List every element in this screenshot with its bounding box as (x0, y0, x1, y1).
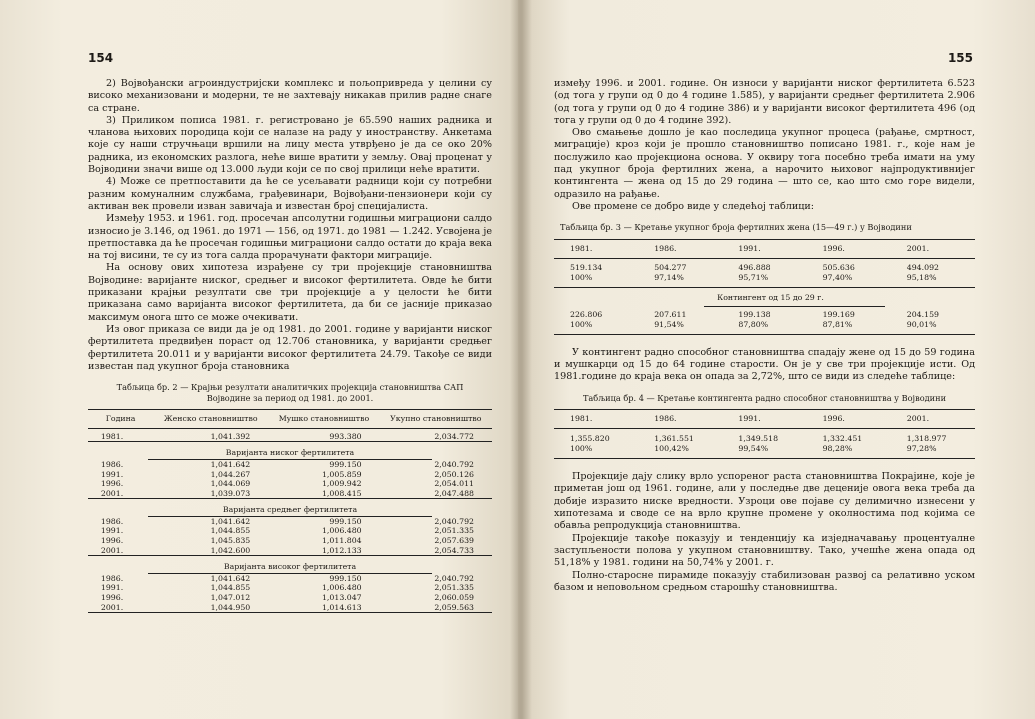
table-cell: 100% (554, 273, 638, 288)
table-cell: 99,54% (722, 444, 806, 459)
table-cell: 2,047.488 (434, 488, 474, 498)
table-cell: 2001. (100, 602, 124, 612)
table-3-header-row (554, 239, 975, 258)
table-row (88, 583, 492, 593)
paragraph: Пројекције такође показују и тенденцију ка изједначавању процентуалне заступљености полова у укупном становништву. Тако, учешће жена опада од 51,18% у 1981. години на 50,74% у 2001. г. (554, 532, 975, 569)
table-cell: 2,059.563 (434, 602, 474, 612)
table-header: 1981. (554, 410, 638, 429)
table-cell: 1991. (100, 526, 124, 536)
table-cell: 496.888 (738, 262, 771, 272)
paragraph: 4) Може се претпоставити да ће се усељавати радници који су потребни разним комуналним службама, грађевинари, Војвођани-пензионери који су активан век провели изван завичаја и известан број специјалиста. (88, 176, 492, 212)
table-cell: 97,28% (891, 444, 975, 459)
table-cell: 1,041.642 (210, 516, 251, 526)
table-2 (88, 409, 492, 614)
table-row (88, 536, 492, 546)
table-cell: 1986. (100, 516, 124, 526)
table-cell: 993.380 (329, 431, 362, 441)
table-cell: 2,050.126 (434, 469, 474, 479)
table-cell: 999.150 (329, 459, 362, 469)
table-cell: 1,361.551 (654, 434, 694, 444)
paragraph: 3) Приликом пописа 1981. г. регистровано је 65.590 наших радника и чланова њихових породица који се налазе на раду у иностранству. Анкетама које су наши стручњаци вршили на лицу места утврђено је да се око 20% радника, из економских разлога, неће више вратити у земљу. Овај проценат у Војводини значи више од 13.000 људи који се по свој прилици неће вратити. (88, 114, 492, 176)
table-cell: 1,041.642 (210, 459, 251, 469)
page-number-right: 155 (947, 51, 973, 65)
table-cell: 1,332.451 (822, 434, 863, 444)
table-row (88, 603, 492, 613)
table-cell: 100% (554, 320, 638, 335)
table-cell: 1991. (100, 469, 124, 479)
table-cell: 2,060.059 (434, 593, 474, 603)
table-header: 1996. (807, 410, 891, 429)
table-cell: 100,42% (638, 444, 722, 459)
table-cell: 100% (554, 444, 638, 459)
table-cell: 1,318.977 (906, 434, 947, 444)
table-cell: 1,044.950 (210, 602, 251, 612)
table-row (88, 460, 492, 470)
table-cell: 1,044.855 (210, 583, 251, 593)
paragraph: између 1996. и 2001. године. Он износи у варијанти ниског фертилитета 6.523 (од тога у групи од 0 до 4 године 1.585), у варијанти средњег фертилитета 2.906 (од тога у групи од 0 до 4 године 386) и у варијанти високог фертилитета 496 (од тога у групи од 0 до 4 године 392). (554, 78, 975, 126)
table-header: Мушко становништво (268, 410, 379, 429)
table-cell: 2,051.335 (434, 583, 474, 593)
table-row (88, 574, 492, 584)
table-row (554, 444, 975, 459)
table-cell: 1981. (100, 431, 124, 441)
table-cell: 1,008.415 (321, 488, 362, 498)
paragraph: Пројекције дају слику врло успореног раста становништва Покрајине, које је приметан још од 1961. године, али у последње две деценије овога века треба да добије изразито ниске вредности. Узроци ове појаве су делимично изнесени у хипотезама и своде се на врло крупне промене у околностима под којима се обавља репродукција становништва. (554, 471, 975, 532)
table-cell: 91,54% (638, 320, 722, 335)
table-4-header-row (554, 410, 975, 429)
table-cell: 207.611 (654, 309, 687, 319)
right-body-text-bottom (554, 471, 975, 594)
table-header: 2001. (891, 410, 975, 429)
table-row (88, 432, 492, 442)
table-cell: 2,054.733 (434, 545, 474, 555)
table-cell: 2,034.772 (434, 431, 474, 441)
table-cell: 2,057.639 (434, 536, 474, 546)
table-cell: 999.150 (329, 516, 362, 526)
table-header: 1991. (722, 410, 806, 429)
paragraph: На основу ових хипотеза израђене су три пројекције становништва Војводине: варијанте ниског, средњег и високог фертилитета. Овде ће бити приказани крајњи резултати све три пројекције а у целости ће бити приказана само варијанта високог фертилитета, да би се јасније приказао максимум онога што се може очекивати. (88, 262, 492, 323)
table-subheading: Контингент од 15 до 29 г. (717, 292, 824, 302)
table-cell: 1996. (100, 479, 124, 489)
left-body-text (88, 78, 492, 373)
table-cell: 1986. (100, 459, 124, 469)
table-3 (554, 239, 975, 335)
table-row (88, 546, 492, 556)
table-section-label: Варијанта високог фертилитета (223, 562, 357, 572)
table-cell: 97,14% (638, 273, 722, 288)
table-section-label: Варијанта ниског фертилитета (225, 448, 355, 458)
table-cell: 999.150 (329, 573, 362, 583)
table-cell: 97,40% (807, 273, 891, 288)
table-header: 2001. (891, 239, 975, 258)
table-cell: 1,009.942 (321, 479, 362, 489)
table-cell: 1,047.012 (210, 593, 251, 603)
table-header: Година (88, 410, 153, 429)
table-header: 1986. (638, 410, 722, 429)
table-section-label: Варијанта средњег фертилитета (222, 505, 358, 515)
table-cell: 98,28% (807, 444, 891, 459)
right-body-text-top (554, 78, 975, 213)
table-cell: 2,054.011 (434, 479, 474, 489)
table-cell: 2,040.792 (434, 459, 474, 469)
paragraph: Полно-старосне пирамиде показују стабилизован развој са релативно уском базом и неповољном средњом старошћу становништва. (554, 569, 975, 593)
table-row (88, 479, 492, 489)
table-2-header-row (88, 410, 492, 429)
table-cell: 1,044.069 (210, 479, 251, 489)
table-header: 1986. (638, 239, 722, 258)
table-header: 1981. (554, 239, 638, 258)
table-cell: 2001. (100, 545, 124, 555)
table-row (554, 310, 975, 320)
table-cell: 1,041.642 (210, 573, 251, 583)
table-cell: 226.806 (570, 309, 603, 319)
table-cell: 1,005.859 (321, 469, 362, 479)
table-row (88, 526, 492, 536)
right-page (518, 0, 1035, 719)
table-cell: 519.134 (570, 262, 603, 272)
table-4-caption: Табљица бр. 4 — Кретање контингента радно способног становништва у Војводини (582, 392, 947, 403)
table-cell: 1,006.480 (321, 526, 362, 536)
table-cell: 1,039.073 (210, 488, 251, 498)
table-cell: 2,040.792 (434, 516, 474, 526)
table-cell: 87,80% (722, 320, 806, 335)
page-number-left: 154 (88, 51, 114, 65)
paragraph: 2) Војвођански агроиндустријски комплекс и пољопривреда у целини су високо механизовани и модерни, те не захтевају никакав прилив радне снаге са стране. (88, 78, 492, 114)
table-row (554, 258, 975, 273)
table-row (554, 429, 975, 445)
table-cell: 1986. (100, 573, 124, 583)
table-row (88, 489, 492, 499)
table-cell: 199.169 (822, 309, 855, 319)
table-cell: 1996. (100, 536, 124, 546)
table-cell: 504.277 (654, 262, 687, 272)
table-cell: 1,044.267 (210, 469, 251, 479)
table-cell: 87,81% (807, 320, 891, 335)
table-header: 1996. (807, 239, 891, 258)
table-4 (554, 409, 975, 459)
table-cell: 1,355.820 (570, 434, 610, 444)
table-cell: 90,01% (891, 320, 975, 335)
table-cell: 1,012.133 (321, 545, 362, 555)
table-cell: 1996. (100, 593, 124, 603)
table-cell: 1,013.047 (321, 593, 362, 603)
table-cell: 204.159 (906, 309, 939, 319)
table-cell: 2,051.335 (434, 526, 474, 536)
table-header: Женско становништво (153, 410, 268, 429)
table-row (554, 320, 975, 335)
table-cell: 1,349.518 (738, 434, 779, 444)
table-cell: 505.636 (822, 262, 855, 272)
right-body-text-mid (554, 347, 975, 384)
paragraph: Ове промене се добро виде у следећој таблици: (572, 200, 815, 212)
table-row (88, 517, 492, 527)
paragraph: У контингент радно способног становништва спадају жене од 15 до 59 година и мушкарци од 15 до 64 године старости. Он је у све три пројекције исти. Од 1981.године до краја века он опада за 2,72%, што се види из следеће таблице: (554, 346, 975, 383)
table-cell: 1,044.855 (210, 526, 251, 536)
table-header: Укупно становништво (380, 410, 492, 429)
table-header: 1991. (722, 239, 806, 258)
table-cell: 1,011.804 (321, 536, 362, 546)
paragraph: Ово смањење дошло је као последица укупног процеса (рађање, смртност, миграције) кроз који је прошло становништво пописано 1981. г., које нам је послужило као пројекциона основа. У оквиру тога посебно треба имати на уму пад укупног броја фертилних жена, а нарочито њиховог најпродуктивнијег контингента — жена од 15 до 29 година — што се, као што смо горе видели, одразило на рађање. (554, 127, 975, 200)
table-cell: 1,041.392 (210, 431, 251, 441)
table-3-caption: Табљица бр. 3 — Кретање укупног броја фертилних жена (15—49 г.) у Војводини (560, 222, 912, 233)
table-row (88, 593, 492, 603)
table-cell: 1,006.480 (321, 583, 362, 593)
table-row (88, 470, 492, 480)
table-cell: 2001. (100, 488, 124, 498)
paragraph: Из овог приказа се види да је од 1981. до 2001. године у варијанти ниског фертилитета предвиђен пораст од 12.706 становника, у варијанти средњег фертилитета 20.011 и у варијанти високог фертилитета 24.79. Такође се види известан пад укупног броја становника (88, 323, 492, 372)
table-cell: 95,18% (891, 273, 975, 288)
table-cell: 1,014.613 (321, 602, 362, 612)
table-cell: 2,040.792 (434, 573, 474, 583)
table-cell: 1991. (100, 583, 124, 593)
table-cell: 95,71% (722, 273, 806, 288)
paragraph: Између 1953. и 1961. год. просечан апсолутни годишњи миграциони салдо износио је 3.146, од 1961. до 1971 — 156, од 1971. до 1981 — 1.242. Усвојена је претпоставка да ће просечан годишњи миграциони салдо остати до краја века на тој висини, те су из тога салда прорачунати фактори миграције. (88, 213, 492, 262)
table-cell: 1,042.600 (210, 545, 251, 555)
table-2-caption: Табљица бр. 2 — Крајњи резултати аналитичких пројекција становништва САП Војводине за период од 1981. до 2001. (116, 382, 464, 403)
table-cell: 494.092 (906, 262, 939, 272)
table-cell: 199.138 (738, 309, 771, 319)
table-cell: 1,045.835 (210, 536, 251, 546)
table-row (554, 273, 975, 288)
